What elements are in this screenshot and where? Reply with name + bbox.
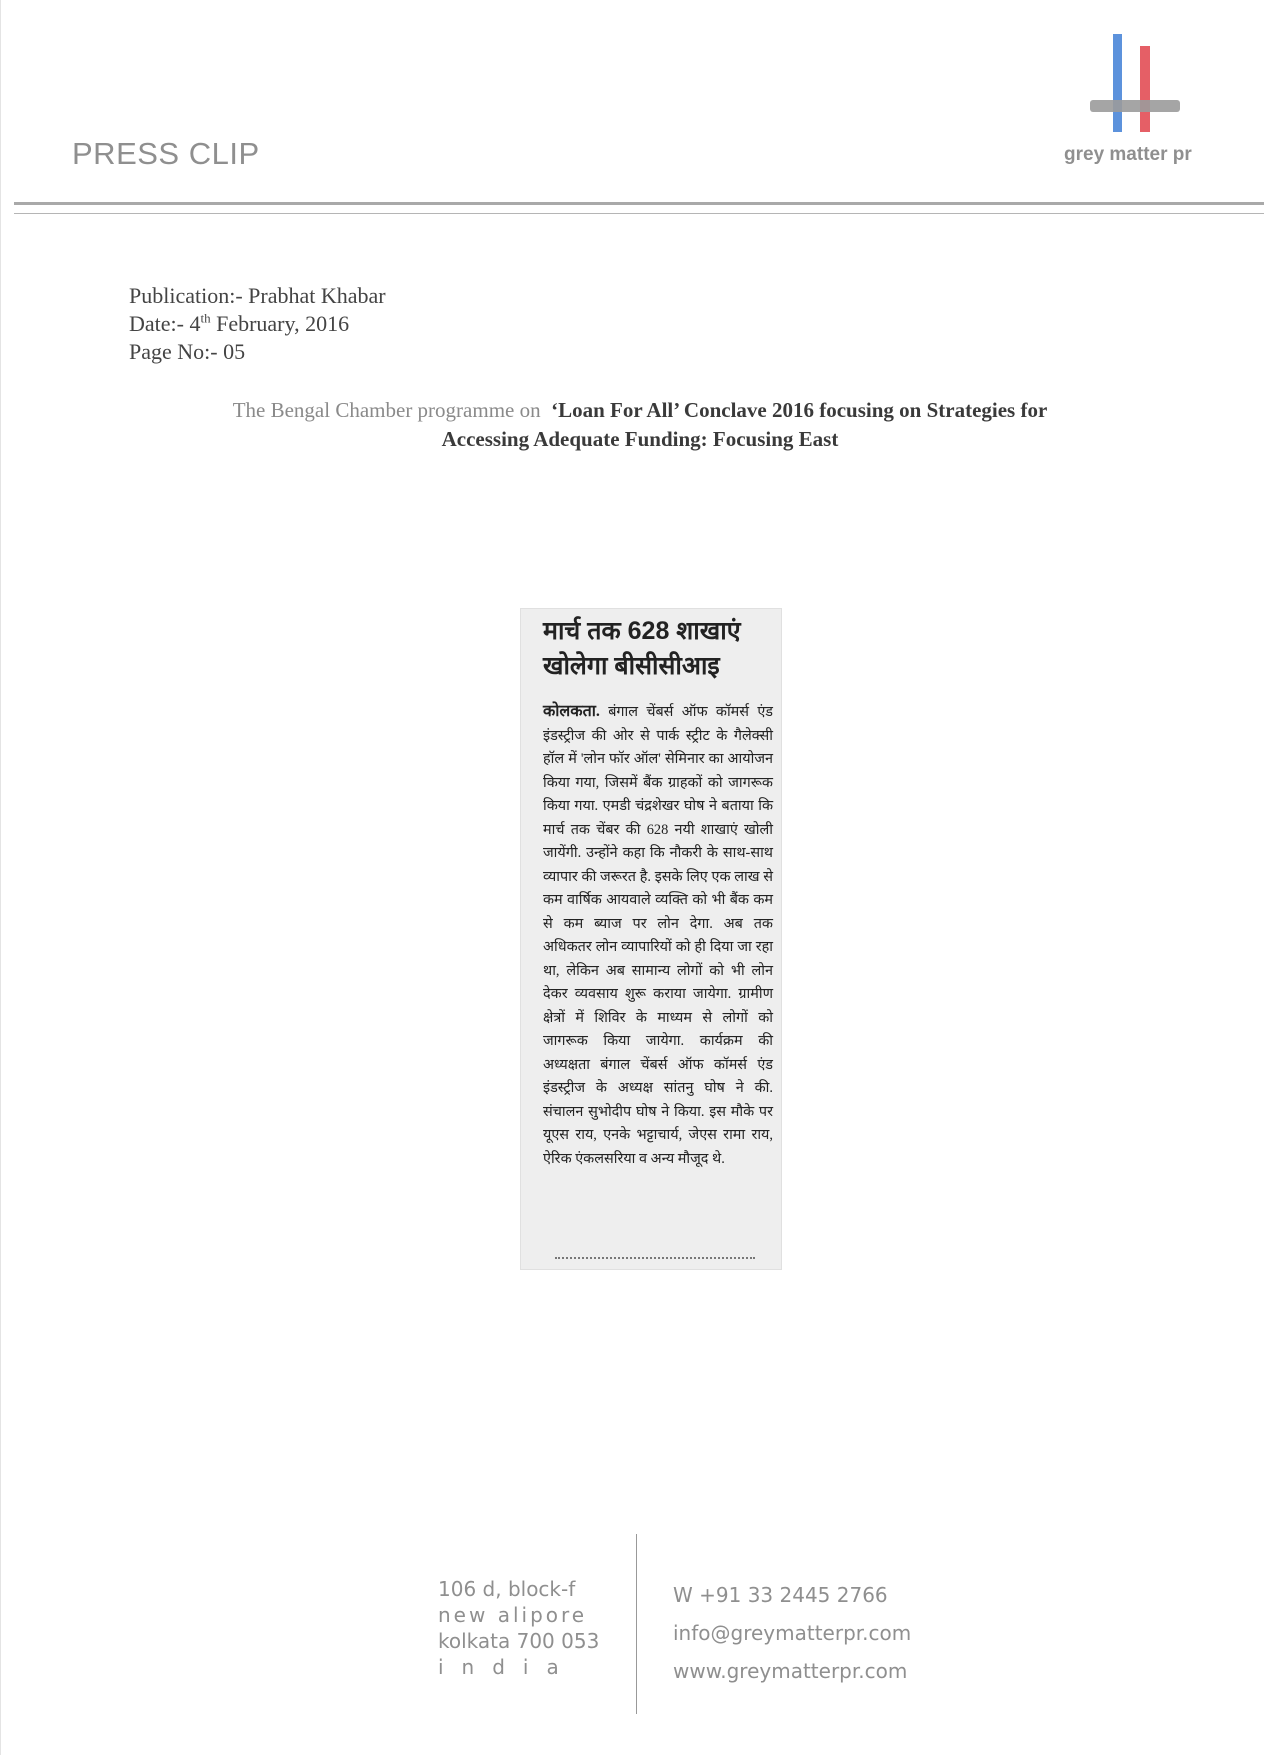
headline-title-1: ‘Loan For All’ Conclave 2016 focusing on Strategies for — [551, 398, 1048, 422]
address-line-3: kolkata 700 053 — [438, 1629, 600, 1653]
publication-line: Publication:- Prabhat Khabar — [129, 283, 386, 308]
headline-line-2 — [100, 425, 1180, 454]
logo-red-bar — [1140, 46, 1150, 132]
footer-contact — [673, 1576, 911, 1690]
footer-divider — [636, 1534, 637, 1714]
clipping-body-text: बंगाल चेंबर्स ऑफ कॉमर्स एंड इंडस्ट्रीज की ओर से पार्क स्ट्रीट के गैलेक्सी हॉल में 'लोन फॉर ऑल' सेमिनार का आयोजन किया गया, जिसमें बैंक ग्राहकों को जागरूक किया गया. एमडी चंद्रशेखर घोष ने बताया कि मार्च तक चेंबर की 628 नयी शाखाएं खोली जायेंगी. उन्होंने कहा कि नौकरी के साथ-साथ व्यापार की जरूरत है. इसके लिए एक लाख से कम वार्षिक आयवाले व्यक्ति को भी बैंक कम से कम ब्याज पर लोन देगा. अब तक अधिकतर लोन व्यापारियों को ही दिया जा रहा था, लेकिन अब सामान्य लोगों को भी लोन देकर व्यवसाय शुरू कराया जायेगा. ग्रामीण क्षेत्रों में शिविर के माध्यम से लोगों को जागरूक किया जायेगा. कार्यक्रम की अध्यक्षता बंगाल चेंबर्स ऑफ कॉमर्स एंड इंडस्ट्रीज के अध्यक्ष सांतनु घोष ने की. संचालन सुभोदीप घोष ने किया. इस मौके पर यूएस राय, एनके भट्टाचार्य, जेएस रामा राय, ऐरिक एंकलसरिया व अन्य मौजूद थे. — [543, 704, 773, 1167]
address-line-4: india — [438, 1655, 577, 1679]
headline-lead: The Bengal Chamber programme on — [232, 398, 541, 422]
headline-line-1 — [100, 396, 1180, 425]
logo-grey-bar — [1090, 100, 1180, 112]
page-no-line: Page No:- 05 — [129, 339, 246, 364]
header-rule-thin — [14, 213, 1264, 214]
address-line-2: new alipore — [438, 1603, 588, 1627]
date-line — [129, 310, 386, 338]
headline-title-2: Accessing Adequate Funding: Focusing East — [441, 427, 839, 451]
date-prefix: Date:- 4 — [129, 311, 201, 336]
clip-headline — [100, 396, 1180, 454]
clipping-dateline: कोलकता. — [543, 703, 600, 720]
press-clip-heading: PRESS CLIP — [72, 136, 260, 171]
website-link[interactable]: www.greymatterpr.com — [673, 1659, 908, 1683]
logo-text: grey matter pr — [1064, 144, 1192, 165]
logo-blue-bar — [1113, 34, 1122, 132]
clip-metadata — [129, 282, 386, 366]
date-suffix: February, 2016 — [210, 311, 350, 336]
header-rule-thick — [14, 202, 1264, 205]
footer-address — [438, 1576, 599, 1680]
clipping-body — [543, 700, 773, 1171]
clipping-headline: मार्च तक 628 शाखाएं खोलेगा बीसीसीआइ — [543, 617, 741, 680]
clipping-cut-edge — [555, 1257, 755, 1265]
email-link[interactable]: info@greymatterpr.com — [673, 1621, 912, 1645]
date-ordinal: th — [200, 310, 211, 326]
address-line-1: 106 d, block-f — [438, 1577, 576, 1601]
phone-number: W +91 33 2445 2766 — [673, 1583, 888, 1607]
